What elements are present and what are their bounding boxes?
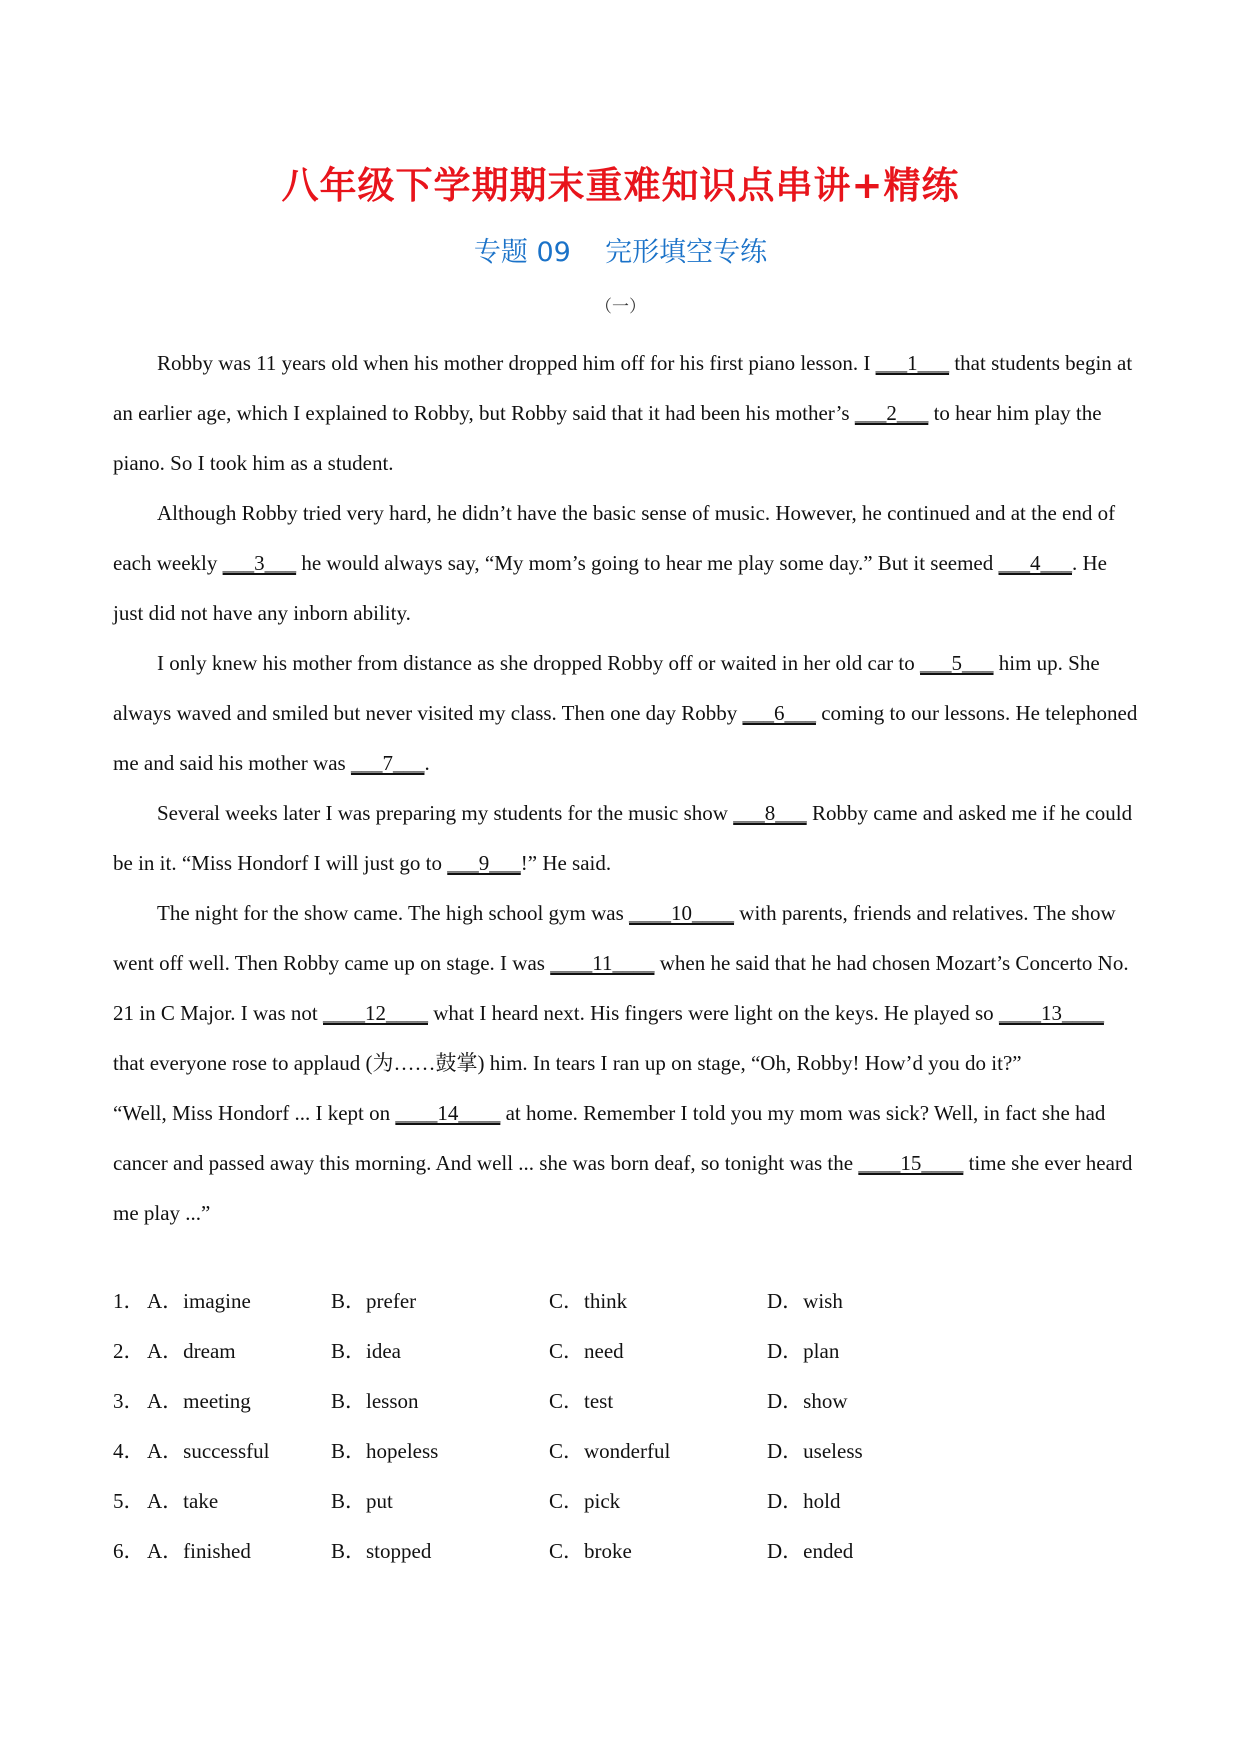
paragraph-5 bbox=[113, 888, 1138, 1088]
blank-9: ___9___ bbox=[447, 851, 521, 875]
question-row bbox=[113, 1285, 1138, 1335]
option-d: D．show bbox=[767, 1389, 848, 1413]
question-number: 1． bbox=[113, 1289, 145, 1313]
option-c: C．pick bbox=[549, 1489, 621, 1513]
blank-1: ___1___ bbox=[875, 351, 950, 375]
text: he would always say, “My mom’s going to hear me play some day.” But it seemed bbox=[296, 551, 999, 575]
blank-6: ___6___ bbox=[742, 701, 816, 725]
text: Robby was 11 years old when his mother dropped him off for his first piano lesson. I bbox=[157, 351, 876, 375]
text: Robby came and asked me if he could be in it. “Miss Hondorf I will just go to bbox=[113, 801, 1133, 875]
section-number: （一） bbox=[595, 297, 646, 317]
paragraph-4 bbox=[113, 788, 1138, 888]
option-d: D．hold bbox=[767, 1489, 841, 1513]
text: at home. Remember I told you my mom was sick? Well, in fact she had cancer and passed away this morning. And well ... she was born deaf, so tonight was the bbox=[113, 1101, 1106, 1175]
option-d: D．wish bbox=[767, 1289, 843, 1313]
text: !” He said. bbox=[520, 851, 612, 875]
text: with parents, friends and relatives. The show went off well. Then Robby came up on stage. I was bbox=[113, 901, 1116, 975]
option-d: D．ended bbox=[767, 1539, 854, 1563]
option-c: C．think bbox=[549, 1289, 628, 1313]
text: what I heard next. His fingers were light on the keys. He played so bbox=[428, 1001, 999, 1025]
blank-13: ____13____ bbox=[998, 1001, 1104, 1025]
option-c: C．test bbox=[549, 1389, 614, 1413]
blank-5: ___5___ bbox=[920, 651, 994, 675]
blank-8: ___8___ bbox=[733, 801, 807, 825]
text: time she ever heard me play ...” bbox=[113, 1151, 1133, 1225]
blank-7: ___7___ bbox=[350, 751, 425, 775]
option-a: A．meeting bbox=[147, 1389, 251, 1413]
blank-14: ____14____ bbox=[395, 1101, 501, 1125]
paragraph-2 bbox=[113, 488, 1138, 638]
option-b: B．put bbox=[331, 1489, 393, 1513]
cloze-passage bbox=[113, 338, 1138, 1238]
question-row bbox=[113, 1485, 1138, 1535]
text: that everyone rose to applaud (为……鼓掌) him. In tears I ran up on stage, “Oh, Robby! How’d you do it?” bbox=[113, 1051, 1022, 1075]
option-d: D．plan bbox=[767, 1339, 840, 1363]
text: when he said that he had chosen Mozart’s Concerto No. 21 in C Major. I was not bbox=[113, 951, 1129, 1025]
option-a: A．imagine bbox=[147, 1289, 251, 1313]
blank-3: ___3___ bbox=[222, 551, 297, 575]
option-b: B．stopped bbox=[331, 1539, 432, 1563]
answer-options bbox=[113, 1285, 1138, 1585]
option-a: A．finished bbox=[147, 1539, 251, 1563]
text: to hear him play the piano. So I took him as a student. bbox=[113, 401, 1102, 475]
option-d: D．useless bbox=[767, 1439, 863, 1463]
paragraph-1 bbox=[113, 338, 1138, 488]
text: coming to our lessons. He telephoned me and said his mother was bbox=[113, 701, 1138, 775]
question-number: 3． bbox=[113, 1389, 145, 1413]
option-c: C．wonderful bbox=[549, 1439, 671, 1463]
question-row bbox=[113, 1385, 1138, 1435]
option-b: B．idea bbox=[331, 1339, 401, 1363]
option-b: B．prefer bbox=[331, 1289, 417, 1313]
page-title: 八年级下学期期末重难知识点串讲+精练 bbox=[281, 164, 960, 207]
question-row bbox=[113, 1535, 1138, 1585]
text: The night for the show came. The high school gym was bbox=[157, 901, 630, 925]
blank-12: ____12____ bbox=[323, 1001, 428, 1025]
text: him up. She always waved and smiled but never visited my class. Then one day Robby bbox=[113, 651, 1100, 725]
blank-15: ____15____ bbox=[858, 1151, 964, 1175]
option-b: B．lesson bbox=[331, 1389, 419, 1413]
question-number: 4． bbox=[113, 1439, 145, 1463]
text: . bbox=[424, 751, 430, 775]
page-subtitle: 专题 09 完形填空专练 bbox=[473, 237, 768, 268]
option-a: A．successful bbox=[147, 1439, 270, 1463]
text: Several weeks later I was preparing my students for the music show bbox=[157, 801, 734, 825]
text: . He just did not have any inborn ability. bbox=[113, 551, 1107, 625]
option-a: A．take bbox=[147, 1489, 219, 1513]
blank-11: ____11____ bbox=[550, 951, 655, 975]
blank-10: ____10____ bbox=[629, 901, 735, 925]
option-a: A．dream bbox=[147, 1339, 236, 1363]
blank-2: ___2___ bbox=[854, 401, 929, 425]
question-number: 5． bbox=[113, 1489, 145, 1513]
question-number: 2． bbox=[113, 1339, 145, 1363]
text: Although Robby tried very hard, he didn’t have the basic sense of music. However, he continued and at the end of each weekly bbox=[113, 501, 1116, 575]
option-c: C．broke bbox=[549, 1539, 632, 1563]
text: that students begin at an earlier age, which I explained to Robby, but Robby said that it had been his mother’s bbox=[113, 351, 1133, 425]
paragraph-3 bbox=[113, 638, 1138, 788]
question-row bbox=[113, 1435, 1138, 1485]
text: I only knew his mother from distance as she dropped Robby off or waited in her old car to bbox=[157, 651, 921, 675]
text: “Well, Miss Hondorf ... I kept on bbox=[113, 1101, 396, 1125]
blank-4: ___4___ bbox=[998, 551, 1072, 575]
question-row bbox=[113, 1335, 1138, 1385]
paragraph-6 bbox=[113, 1088, 1138, 1238]
question-number: 6． bbox=[113, 1539, 145, 1563]
option-c: C．need bbox=[549, 1339, 624, 1363]
option-b: B．hopeless bbox=[331, 1439, 439, 1463]
